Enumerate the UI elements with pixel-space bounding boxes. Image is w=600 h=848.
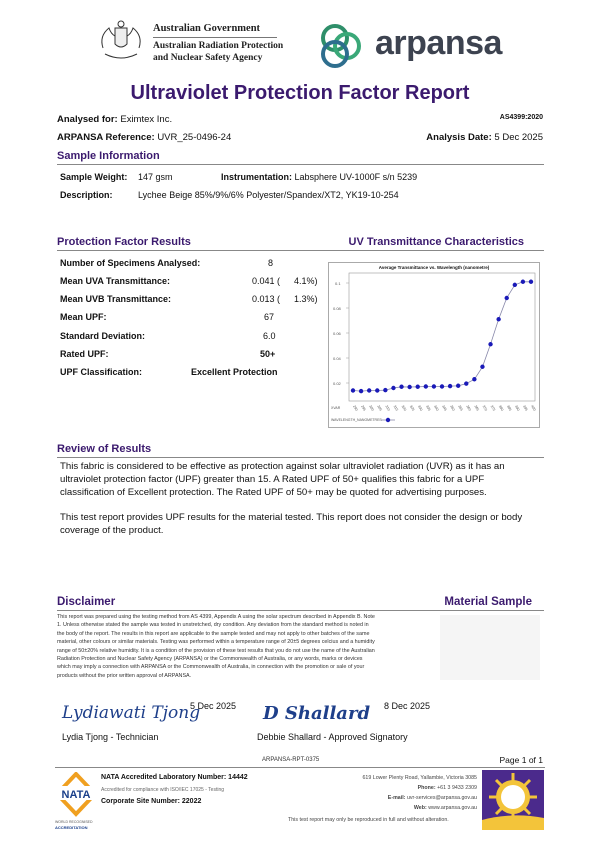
data-point — [359, 389, 363, 393]
results-percent: 1.3%) — [294, 294, 318, 304]
disclaimer-heading-bar — [57, 596, 544, 611]
nata-subtitle-1: WORLD RECOGNISED — [55, 820, 93, 824]
results-label: UPF Classification: — [60, 367, 143, 377]
instrumentation-label: Instrumentation: — [221, 172, 292, 182]
page-title: Ultraviolet Protection Factor Report — [130, 82, 470, 104]
data-point — [448, 384, 452, 388]
standard-code: AS4399:2020 — [499, 114, 543, 121]
footer-divider — [55, 767, 545, 768]
svg-text:300: 300 — [368, 404, 375, 412]
svg-text:350: 350 — [449, 404, 456, 412]
svg-text:XVAR: XVAR — [331, 406, 341, 410]
results-heading-bar — [57, 236, 544, 251]
reproduction-notice: This test report may only be reproduced in full and without alteration. — [288, 817, 449, 823]
svg-text:0.08: 0.08 — [333, 306, 341, 311]
approver-name: Debbie Shallard - Approved Signatory — [257, 732, 408, 742]
page-number: Page 1 of 1 — [499, 755, 543, 765]
reference-value: UVR_25-0496-24 — [157, 132, 232, 143]
signature-date-approver: 8 Dec 2025 — [384, 701, 431, 711]
data-point — [496, 317, 500, 321]
material-sample-heading: Material Sample — [444, 596, 532, 608]
disclaimer-text: This report was prepared using the testing method from AS 4399, Appendix A using the solar spectrum described in Appendix B. Note 1. Unless otherwise stated the sample was tested in unstretched, dry condition. Any deviation from the standard method is noted in the body of the report. The results in this report are applicable to the sample tested and may not apply to other batches of the same material, other colours or similar materials. Testing was performed within a temperature range of 20±5 degrees celcius and a humidity range of 50±20% relative humidity. It is a condition of the provision of these test results that you do not use the name of the Australian Radiation Protection and Nuclear Safety Agency (ARPANSA) or the Commonwealth of Australia, or any words, marks or devices which may imply a connection with ARPANSA or the Commonwealth of Australia, in connection with the promotion or sale of your products without the prior written approval of ARPANSA. — [57, 614, 375, 679]
svg-text:0.1: 0.1 — [335, 281, 341, 286]
chart-title: Average Transmittance vs. Wavelength (nanometre) — [378, 265, 490, 270]
svg-text:NATA: NATA — [61, 789, 91, 801]
web-label: Web: — [413, 805, 427, 811]
uv-heading: UV Transmittance Characteristics — [348, 236, 524, 248]
phone-value: +61 3 9433 2309 — [437, 785, 477, 791]
svg-text:325: 325 — [408, 404, 416, 412]
signature-technician: Lydiawati Tjong — [62, 703, 201, 723]
data-point — [464, 381, 468, 385]
data-point — [529, 280, 533, 284]
arpansa-wordmark: arpansa — [375, 24, 502, 62]
results-label: Number of Specimens Analysed: — [60, 258, 201, 268]
instrumentation-value: Labsphere UV-1000F s/n 5239 — [294, 172, 418, 182]
analysis-date-value: 5 Dec 2025 — [494, 132, 543, 143]
data-point — [456, 384, 460, 388]
email-link[interactable]: uvr-services@arpansa.gov.au — [406, 795, 477, 801]
data-point — [472, 377, 476, 381]
nata-number: NATA Accredited Laboratory Number: 14442 — [101, 774, 248, 781]
instrumentation — [221, 172, 417, 182]
svg-text:385: 385 — [505, 404, 513, 412]
svg-text:375: 375 — [489, 404, 497, 412]
contact-block — [362, 773, 477, 813]
svg-text:360: 360 — [465, 404, 472, 412]
data-point — [351, 388, 355, 392]
chart-plot — [329, 263, 539, 427]
svg-text:330: 330 — [416, 404, 424, 412]
chart-legend-label: WAVELENGTH_NANOMETRES — [331, 418, 382, 422]
results-label: Mean UVB Transmittance: — [60, 294, 172, 304]
nata-subtitle-2: ACCREDITATION — [55, 825, 88, 830]
data-point — [407, 385, 411, 389]
analysed-for — [57, 114, 172, 125]
svg-text:335: 335 — [424, 404, 432, 412]
results-percent: 4.1%) — [294, 276, 318, 286]
corporate-site-number: Corporate Site Number: 22022 — [101, 798, 202, 805]
gov-line2: Australian Radiation Protection — [153, 41, 284, 51]
email-label: E-mail: — [387, 795, 406, 801]
results-value: 67 — [264, 312, 275, 322]
results-label: Rated UPF: — [60, 349, 109, 359]
phone-label: Phone: — [417, 785, 436, 791]
svg-text:320: 320 — [400, 404, 408, 412]
svg-text:305: 305 — [376, 404, 383, 412]
analysis-date-label: Analysis Date: — [426, 132, 492, 143]
svg-text:355: 355 — [457, 404, 464, 412]
document-code: ARPANSA-RPT-0375 — [262, 757, 320, 763]
coat-of-arms-icon — [95, 18, 147, 64]
review-heading: Review of Results — [57, 443, 544, 458]
svg-text:380: 380 — [497, 404, 505, 412]
data-point — [432, 384, 436, 388]
data-point — [367, 388, 371, 392]
svg-text:0.06: 0.06 — [333, 331, 341, 336]
results-label: Mean UPF: — [60, 312, 107, 322]
svg-text:310: 310 — [384, 404, 391, 412]
sample-weight-label: Sample Weight: — [60, 172, 128, 182]
gov-line1: Australian Government — [153, 22, 277, 38]
svg-text:395: 395 — [522, 404, 529, 412]
svg-text:0.02: 0.02 — [333, 381, 341, 386]
gov-line3: and Nuclear Safety Agency — [153, 53, 263, 63]
analysed-for-label: Analysed for: — [57, 114, 118, 125]
signature-date-technician: 5 Dec 2025 — [190, 701, 237, 711]
results-label: Standard Deviation: — [60, 331, 146, 341]
data-point — [375, 388, 379, 392]
results-label: Mean UVA Transmittance: — [60, 276, 171, 286]
web-link[interactable]: www.arpansa.gov.au — [428, 805, 477, 811]
results-value: 50+ — [260, 349, 276, 359]
technician-name: Lydia Tjong - Technician — [62, 732, 159, 742]
data-point — [488, 342, 492, 346]
svg-text:400: 400 — [530, 404, 537, 412]
header-logos — [95, 18, 515, 74]
sample-info-heading: Sample Information — [57, 150, 544, 165]
government-text — [153, 22, 283, 64]
nata-compliance: Accredited for compliance with ISO/IEC 17025 - Testing — [101, 787, 225, 793]
reference-label: ARPANSA Reference: — [57, 132, 155, 143]
transmittance-chart — [328, 262, 540, 428]
reference — [57, 132, 231, 143]
description-value: Lychee Beige 85%/9%/6% Polyester/Spandex/XT2, YK19-10-254 — [138, 190, 399, 200]
review-body — [60, 460, 530, 537]
data-point — [399, 385, 403, 389]
data-point — [391, 386, 395, 390]
review-paragraph-1: This fabric is considered to be effective as protection against solar ultraviolet radiation (UVR) as it has an ultraviolet protection factor (UPF) greater than 15. A Rated UPF of 50+ qualifies this fabric for a UPF classification of Excellent protection. The Rated UPF of 50+ may be quoted for advertising purposes. — [60, 461, 505, 498]
analysed-for-value: Eximtex Inc. — [120, 114, 173, 125]
results-value: 0.013 ( — [252, 294, 281, 304]
results-value: 0.041 ( — [252, 276, 281, 286]
data-point — [521, 280, 525, 284]
svg-text:345: 345 — [441, 404, 448, 412]
svg-text:290: 290 — [352, 404, 359, 412]
results-value: 8 — [268, 258, 274, 268]
sample-weight-value: 147 gsm — [138, 172, 173, 182]
data-point — [383, 388, 387, 392]
results-value: Excellent Protection — [191, 367, 278, 377]
address: 619 Lower Plenty Road, Yallambie, Victoria 3085 — [362, 775, 477, 781]
data-point — [416, 385, 420, 389]
description-label: Description: — [60, 190, 113, 200]
arpansa-logo-icon — [315, 20, 367, 72]
analysis-date — [426, 132, 543, 143]
svg-text:315: 315 — [392, 404, 399, 412]
data-point — [513, 283, 517, 287]
data-point — [440, 384, 444, 388]
svg-text:340: 340 — [433, 404, 440, 412]
results-value: 6.0 — [263, 331, 276, 341]
results-heading: Protection Factor Results — [57, 236, 191, 248]
signature-approver: D Shallard — [263, 703, 371, 724]
material-sample-image — [440, 615, 540, 680]
svg-text:295: 295 — [360, 404, 367, 412]
svg-text:0.04: 0.04 — [333, 356, 341, 361]
sun-logo-icon — [482, 770, 544, 830]
svg-text:365: 365 — [473, 404, 480, 412]
data-point — [480, 365, 484, 369]
nata-logo-icon — [55, 772, 97, 820]
svg-text:370: 370 — [481, 404, 488, 412]
disclaimer-heading: Disclaimer — [57, 596, 116, 608]
review-paragraph-2: This test report provides UPF results for the material tested. This report does not consider the design or body coverage of the product. — [60, 512, 523, 536]
svg-text:390: 390 — [513, 404, 521, 412]
data-point — [505, 296, 509, 300]
data-point — [424, 384, 428, 388]
